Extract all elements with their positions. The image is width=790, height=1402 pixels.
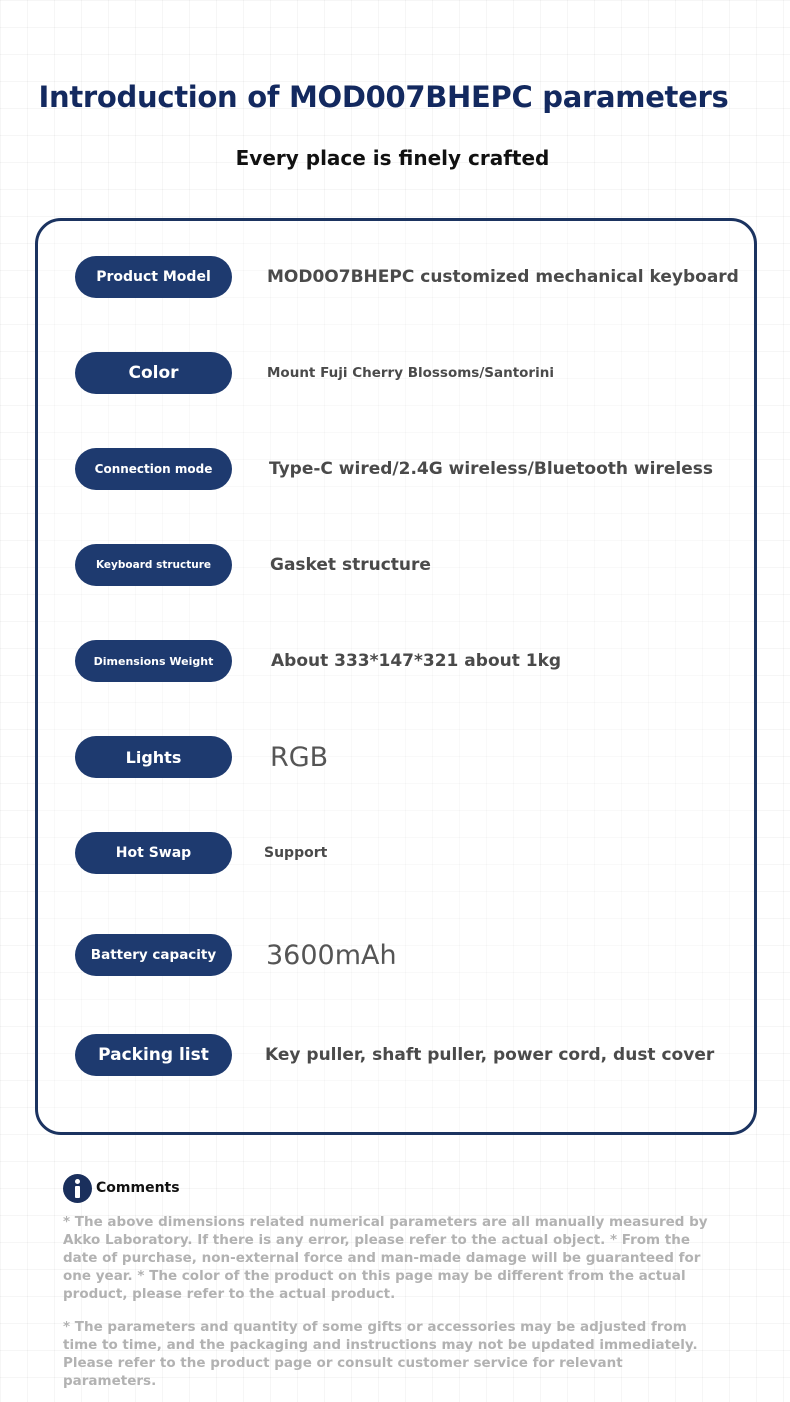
param-label-hot-swap: Hot Swap bbox=[75, 832, 232, 874]
param-value-hot-swap: Support bbox=[264, 845, 328, 861]
page-subtitle: Every place is finely crafted bbox=[235, 146, 550, 170]
param-row-lights bbox=[75, 736, 735, 778]
param-label-color: Color bbox=[75, 352, 232, 394]
param-row-battery-capacity bbox=[75, 934, 735, 976]
page-title: Introduction of MOD007BHEPC parameters bbox=[38, 80, 729, 114]
param-label-keyboard-structure: Keyboard structure bbox=[75, 544, 232, 586]
param-row-keyboard-structure bbox=[75, 544, 735, 586]
parameters-panel bbox=[35, 218, 757, 1135]
param-value-dimensions-weight: About 333*147*321 about 1kg bbox=[271, 651, 562, 671]
info-icon bbox=[63, 1174, 92, 1203]
param-value-lights: RGB bbox=[270, 741, 329, 773]
param-value-battery-capacity: 3600mAh bbox=[266, 939, 397, 971]
param-value-keyboard-structure: Gasket structure bbox=[270, 555, 431, 575]
param-row-product-model bbox=[75, 256, 739, 298]
param-label-dimensions-weight: Dimensions Weight bbox=[75, 640, 232, 682]
param-row-connection-mode bbox=[75, 448, 735, 490]
param-value-connection-mode: Type-C wired/2.4G wireless/Bluetooth wireless bbox=[269, 459, 713, 479]
param-label-packing-list: Packing list bbox=[75, 1034, 232, 1076]
param-row-color bbox=[75, 352, 735, 394]
param-label-connection-mode: Connection mode bbox=[75, 448, 232, 490]
param-row-dimensions-weight bbox=[75, 640, 735, 682]
param-label-lights: Lights bbox=[75, 736, 232, 778]
param-label-battery-capacity: Battery capacity bbox=[75, 934, 232, 976]
comments-label: Comments bbox=[96, 1180, 180, 1196]
param-label-product-model: Product Model bbox=[75, 256, 232, 298]
param-value-color: Mount Fuji Cherry Blossoms/Santorini bbox=[267, 365, 554, 381]
comments-note-2: * The parameters and quantity of some gifts or accessories may be adjusted from time to time, and the packaging and instructions may not be updated immediately. Please refer to the product page or consult customer service for relevant parameters. bbox=[63, 1319, 698, 1389]
param-value-packing-list: Key puller, shaft puller, power cord, dust cover bbox=[265, 1045, 715, 1065]
comments-header bbox=[63, 1173, 180, 1203]
param-row-hot-swap bbox=[75, 832, 735, 874]
param-value-product-model: MOD0O7BHEPC customized mechanical keyboard bbox=[267, 267, 739, 287]
param-row-packing-list bbox=[75, 1034, 735, 1076]
comments-note-1: * The above dimensions related numerical parameters are all manually measured by Akko Laboratory. If there is any error, please refer to the actual object. * From the date of purchase, non-external force and man-made damage will be guaranteed for one year. * The color of the product on this page may be different from the actual product, please refer to the actual product. bbox=[63, 1214, 708, 1302]
